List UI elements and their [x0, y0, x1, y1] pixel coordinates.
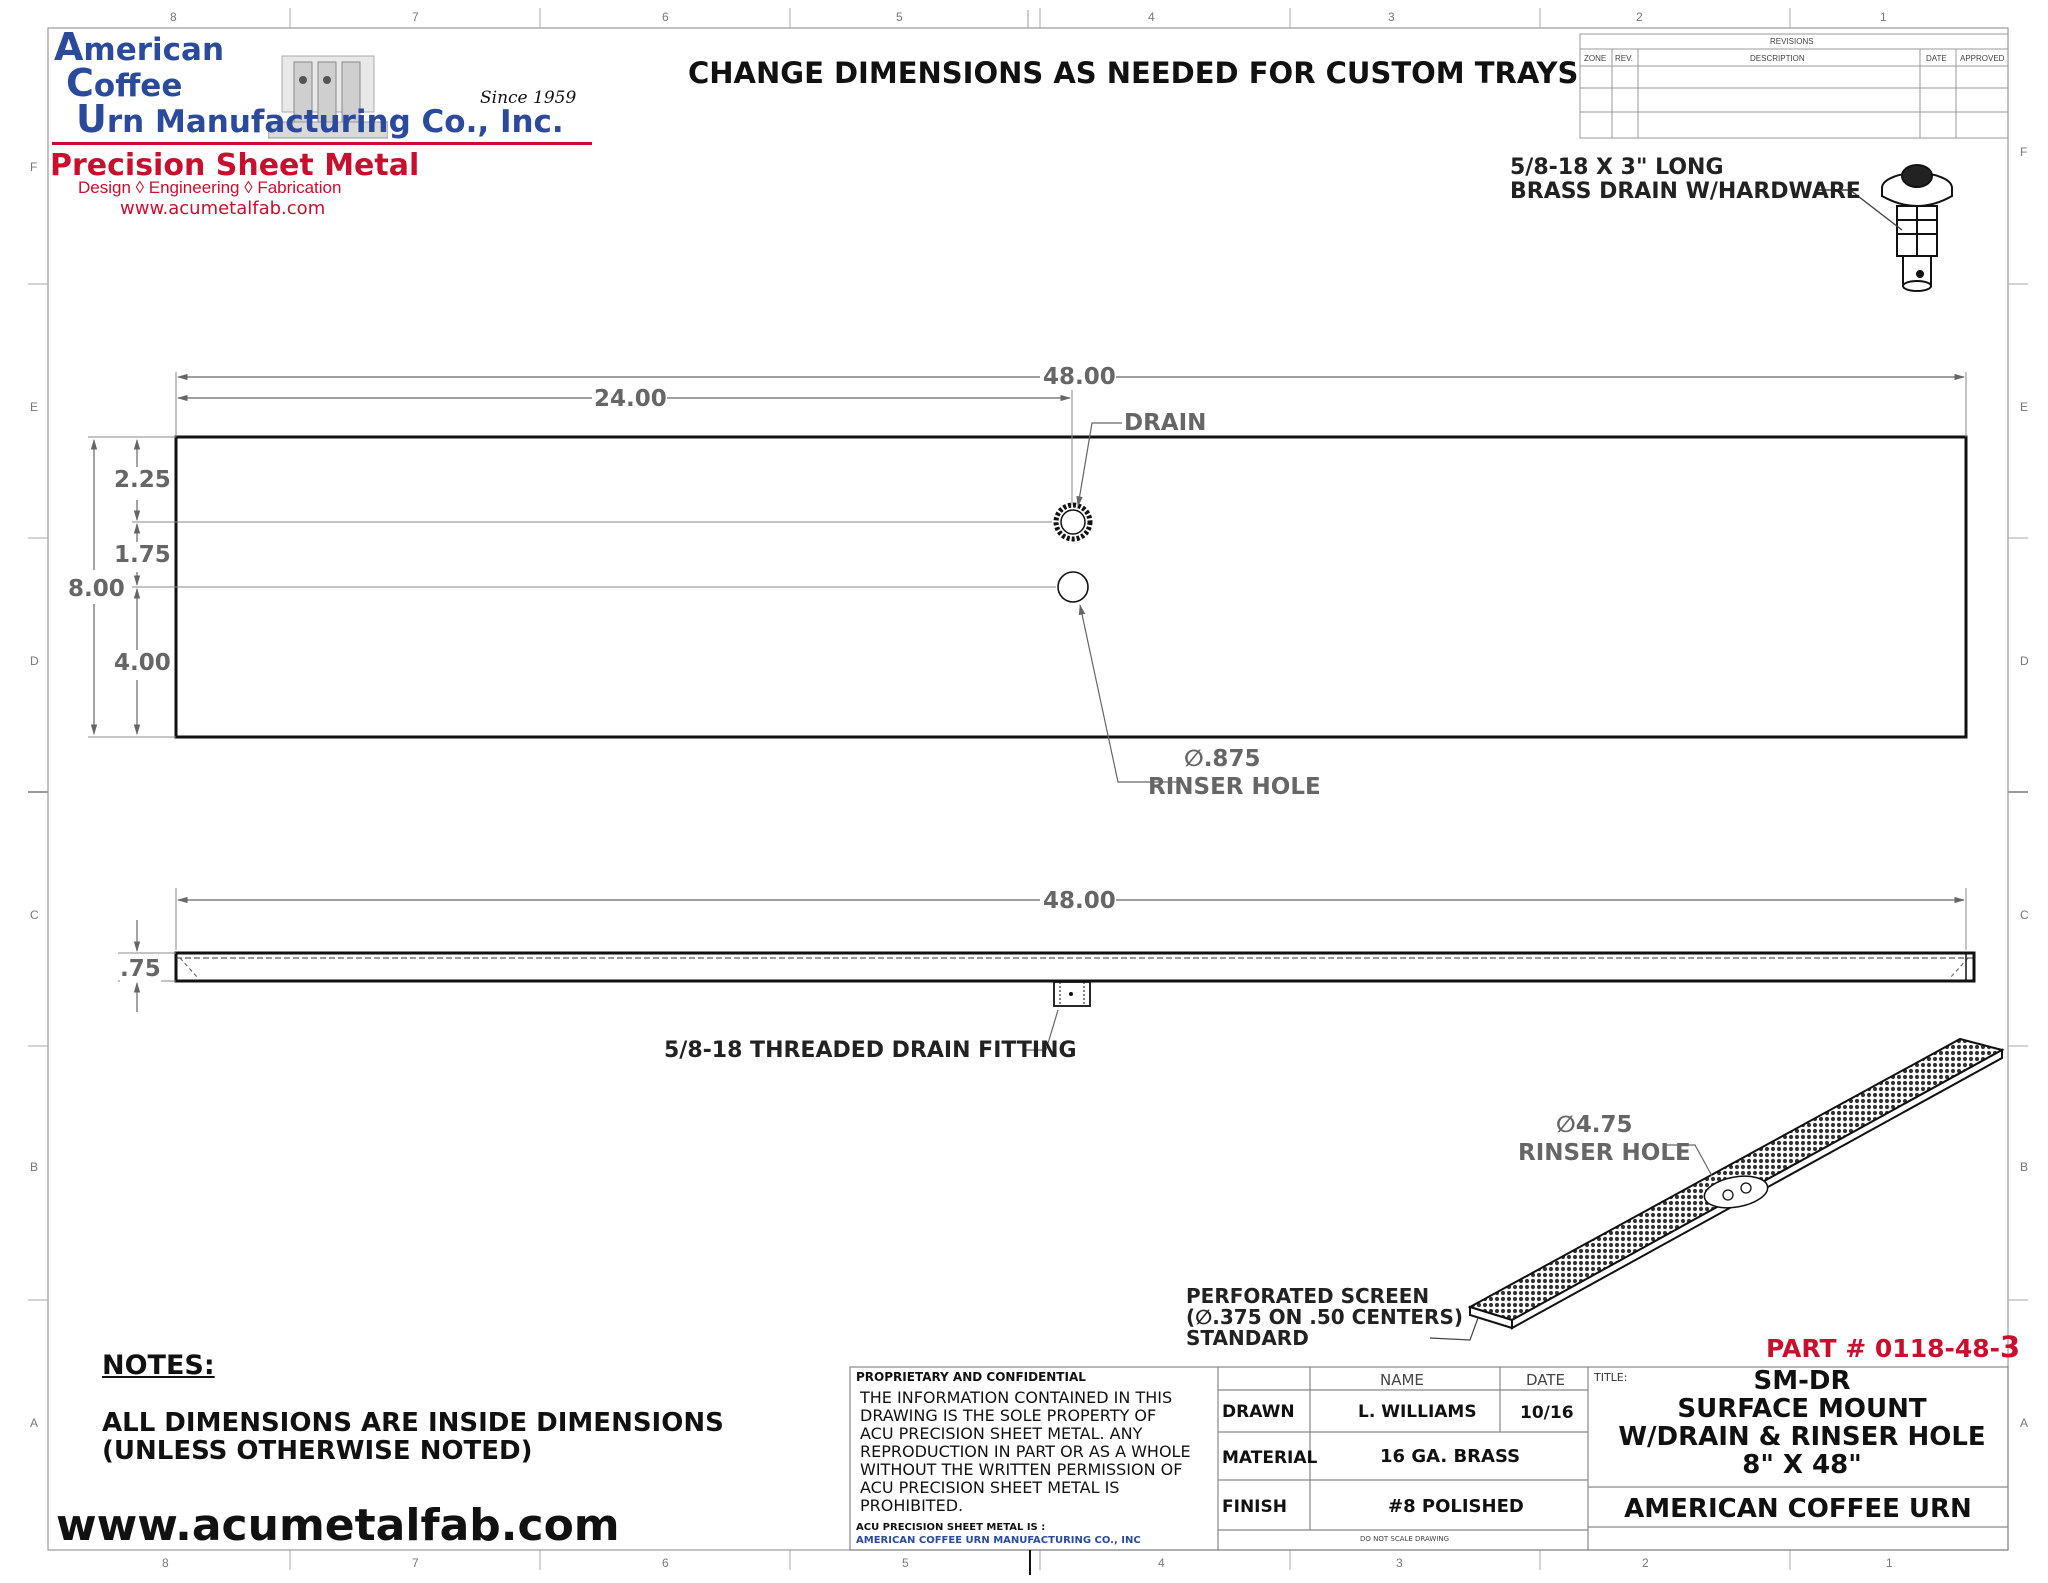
dim-rinser-to-bottom: 4.00 [114, 650, 171, 676]
company-logo [48, 25, 588, 228]
proprietary-heading: PROPRIETARY AND CONFIDENTIAL [856, 1370, 1086, 1384]
rev-col-description: DESCRIPTION [1750, 54, 1805, 63]
company-line: AMERICAN COFFEE URN MANUFACTURING CO., INC [856, 1535, 1141, 1546]
rinser-hole [1058, 572, 1088, 602]
title-line-type: SURFACE MOUNT [1677, 1394, 1927, 1424]
zone-bottom-2: 2 [1642, 1556, 1649, 1570]
logo-since: Since 1959 [480, 88, 577, 108]
drain-hardware-callout [1510, 156, 1861, 204]
revisions-title: REVISIONS [1770, 37, 1814, 46]
proprietary-line: ACU PRECISION SHEET METAL IS [860, 1478, 1120, 1497]
zone-top-2: 2 [1636, 10, 1643, 24]
zone-right-B: B [2020, 1160, 2029, 1174]
proprietary-line: THE INFORMATION CONTAINED IN THIS [860, 1388, 1173, 1407]
proprietary-text [860, 1389, 1191, 1515]
page-title: CHANGE DIMENSIONS AS NEEDED FOR CUSTOM TRAYS [688, 56, 1579, 90]
logo-services: Design ◊ Engineering ◊ Fabrication [78, 178, 342, 197]
drain-fitting-label: 5/8-18 THREADED DRAIN FITTING [664, 1038, 1077, 1063]
rinser-diameter: ∅.875 [1184, 746, 1261, 772]
proprietary-line: REPRODUCTION IN PART OR AS A WHOLE [860, 1442, 1191, 1461]
zone-left-D: D [30, 654, 39, 668]
notes-line1: ALL DIMENSIONS ARE INSIDE DIMENSIONS [102, 1408, 724, 1438]
finish-label: FINISH [1222, 1497, 1287, 1517]
drawn-date: 10/16 [1520, 1403, 1574, 1423]
title-company: AMERICAN COFFEE URN [1624, 1494, 1972, 1524]
zone-top-5: 5 [896, 10, 903, 24]
zone-bottom-6: 6 [662, 1556, 669, 1570]
rev-col-approved: APPROVED [1960, 54, 2005, 63]
proprietary-line: DRAWING IS THE SOLE PROPERTY OF [860, 1406, 1157, 1425]
zone-right-A: A [2020, 1416, 2029, 1430]
zone-top-8: 8 [170, 10, 177, 24]
zone-top-4: 4 [1148, 10, 1155, 24]
proprietary-line: WITHOUT THE WRITTEN PERMISSION OF [860, 1460, 1183, 1479]
zone-top-7: 7 [412, 10, 419, 24]
zone-bottom-3: 3 [1396, 1556, 1403, 1570]
drain-hardware-line1: 5/8-18 X 3" LONG [1510, 155, 1724, 180]
rev-col-zone: ZONE [1584, 54, 1607, 63]
proprietary-line: ACU PRECISION SHEET METAL. ANY [860, 1424, 1143, 1443]
zone-top-3: 3 [1388, 10, 1395, 24]
dim-drain-from-top: 2.25 [114, 467, 171, 493]
drawing-title [1598, 1367, 2006, 1479]
drawing-border [48, 28, 2008, 1550]
part-number [1766, 1330, 2020, 1364]
logo-word-american: merican [83, 32, 225, 68]
zone-bottom-1: 1 [1886, 1556, 1893, 1570]
logo-word-coffee: offee [93, 68, 183, 104]
zone-bottom-8: 8 [162, 1556, 169, 1570]
rev-col-rev: REV. [1615, 54, 1633, 63]
do-not-scale: DO NOT SCALE DRAWING [1360, 1535, 1450, 1543]
part-number-suffix: 3 [2000, 1330, 2021, 1364]
material-value: 16 GA. BRASS [1380, 1446, 1521, 1467]
logo-url: www.acumetalfab.com [120, 198, 326, 219]
notes-heading: NOTES: [102, 1350, 215, 1381]
name-header: NAME [1380, 1371, 1424, 1389]
dim-overall-height: 8.00 [68, 576, 125, 602]
date-header: DATE [1526, 1371, 1566, 1389]
proprietary-line: PROHIBITED. [860, 1496, 964, 1515]
revision-table [1580, 34, 2008, 138]
zone-top-6: 6 [662, 10, 669, 24]
dim-tray-height: .75 [120, 956, 161, 982]
brass-drain-illustration [1882, 165, 1952, 291]
tray-isometric-view [1470, 1039, 2002, 1328]
title-line-model: SM-DR [1753, 1366, 1851, 1396]
screen-line1: PERFORATED SCREEN [1186, 1284, 1430, 1308]
drawn-label: DRAWN [1222, 1402, 1295, 1422]
zone-right-F: F [2020, 145, 2028, 159]
dim-center-24: 24.00 [594, 386, 667, 412]
drawn-name: L. WILLIAMS [1358, 1402, 1477, 1422]
logo-precision: Precision Sheet Metal [50, 148, 420, 183]
acu-is-label: ACU PRECISION SHEET METAL IS : [856, 1522, 1046, 1533]
notes-line2: (UNLESS OTHERWISE NOTED) [102, 1436, 533, 1466]
logo-word-manufacturing: rn Manufacturing Co., Inc. [106, 104, 564, 140]
zone-left-E: E [30, 400, 39, 414]
drain-label: DRAIN [1124, 410, 1207, 436]
logo-letter-c: C [66, 61, 94, 105]
zone-left-A: A [30, 1416, 39, 1430]
logo-rule [52, 142, 592, 145]
title-label: TITLE: [1594, 1371, 1628, 1384]
finish-value: #8 POLISHED [1388, 1496, 1524, 1517]
dim-overall-width-top: 48.00 [1043, 364, 1116, 390]
zone-right-C: C [2020, 908, 2029, 922]
drain-hardware-line2: BRASS DRAIN W/HARDWARE [1510, 179, 1861, 204]
zone-left-F: F [30, 160, 38, 174]
title-line-features: W/DRAIN & RINSER HOLE [1618, 1422, 1986, 1452]
zone-right-E: E [2020, 400, 2029, 414]
screen-line2: (∅.375 ON .50 CENTERS) [1186, 1305, 1464, 1329]
logo-letter-u: U [76, 97, 107, 141]
footer-url: www.acumetalfab.com [56, 1500, 620, 1551]
zone-right-D: D [2020, 654, 2029, 668]
zone-left-B: B [30, 1160, 39, 1174]
rinser-hole-label: RINSER HOLE [1148, 774, 1321, 800]
dim-drain-to-rinser: 1.75 [114, 542, 171, 568]
dim-overall-width-side: 48.00 [1043, 888, 1116, 914]
zone-bottom-7: 7 [412, 1556, 419, 1570]
zone-ticks [28, 8, 2028, 1570]
zone-top-1: 1 [1880, 10, 1887, 24]
zone-bottom-4: 4 [1158, 1556, 1165, 1570]
iso-rinser-label: RINSER HOLE [1518, 1140, 1691, 1166]
iso-rinser-diameter: ∅4.75 [1556, 1112, 1633, 1138]
tray-side-view-outline [176, 953, 1974, 981]
material-label: MATERIAL [1222, 1448, 1318, 1468]
zone-left-C: C [30, 908, 39, 922]
part-number-prefix: PART # 0118-48- [1766, 1334, 2001, 1363]
rev-col-date: DATE [1926, 54, 1947, 63]
logo-letter-a: A [54, 25, 84, 69]
zone-bottom-5: 5 [902, 1556, 909, 1570]
title-line-size: 8" X 48" [1742, 1450, 1862, 1480]
screen-line3: STANDARD [1186, 1326, 1309, 1350]
perforated-screen-callout [1186, 1286, 1463, 1349]
